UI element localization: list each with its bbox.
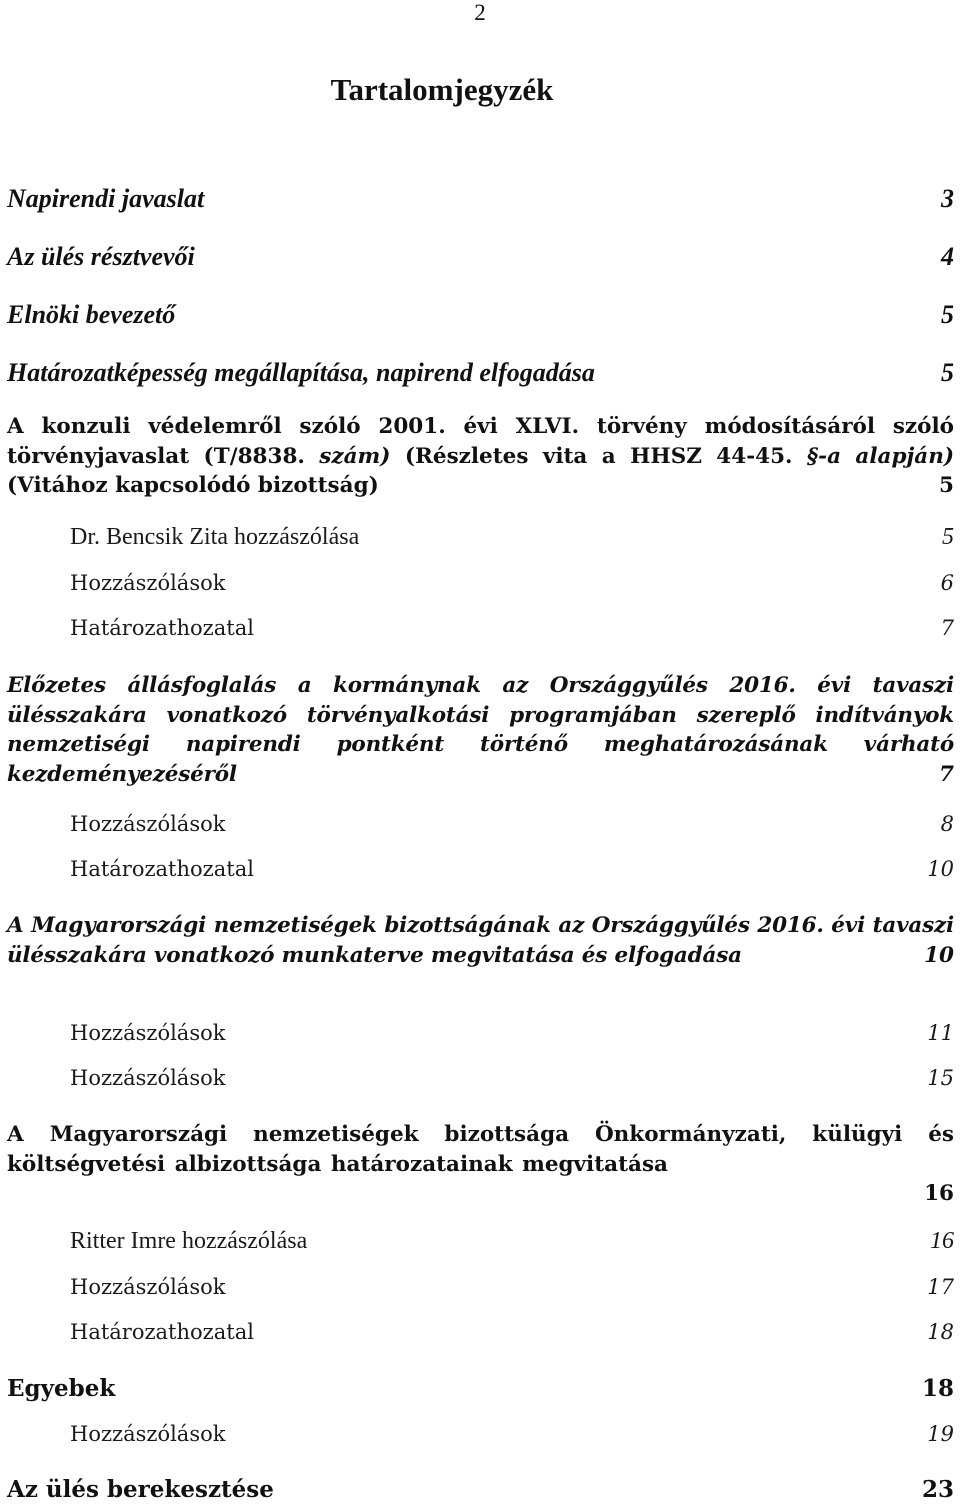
toc-entry[interactable] [7,1374,954,1403]
toc-entry-page: 10 [924,942,954,968]
toc-entry-label: Az ülés berekesztése [7,1476,274,1503]
toc-entry-label: Hozzászólások [70,1066,226,1090]
toc-entry[interactable] [7,1120,954,1209]
toc-entry[interactable] [7,358,954,387]
toc-entry[interactable] [70,855,954,883]
toc-entry[interactable] [7,412,954,501]
toc-entry-page: 15 [927,1066,954,1090]
toc-entry[interactable] [70,1019,954,1047]
toc-entry[interactable] [7,911,954,970]
toc-entry-label: Hozzászólások [70,1422,226,1446]
toc-entry-page: 10 [927,857,954,881]
toc-entry-page: 5 [939,473,954,498]
toc-entry-page: 7 [940,616,954,640]
toc-entry-page: 7 [939,761,954,787]
toc-entry[interactable] [7,1475,954,1504]
toc-entry-page: 4 [941,242,954,271]
toc-entry-label: Elnöki bevezető [7,300,176,329]
toc-entry-page: 8 [940,812,954,836]
toc-entry-label: Határozathozatal [70,1320,254,1344]
toc-entry-label: Ritter Imre hozzászólása [70,1228,308,1254]
toc-entry-label: Egyebek [7,1375,116,1402]
toc-entry[interactable] [70,1273,954,1301]
toc-entry-label: Határozathozatal [70,616,254,640]
toc-entry-label: Hozzászólások [70,1275,226,1299]
toc-entry[interactable] [70,1064,954,1092]
toc-entry-label: Napirendi javaslat [7,184,205,213]
toc-entry-page: 16 [924,1181,954,1206]
toc-entry-label: A Magyarországi nemzetiségek bizottsága Önkormányzati, külügyi és költségvetési albizottsága határozatainak megvitatása [7,1122,954,1177]
toc-entry-label: Határozathozatal [70,857,254,881]
toc-entry-label: Előzetes állásfoglalás a kormánynak az Országgyűlés 2016. évi tavaszi ülésszakára vonatkozó törvényalkotási programjában szereplő indítványok nemzetiségi napirendi pontként történő meghatározásának várható kezdeményezéséről [7,673,954,787]
toc-entry-page: 5 [941,300,954,329]
toc-entry-page: 5 [942,524,954,550]
toc-entry-label: A konzuli védelemről szóló 2001. évi XLVI. törvény módosításáról szóló törvényjavaslat (T/8838. szám) (Részletes vita a HHSZ 44-45. §-a alapján) (Vitához kapcsolódó bizottság) [7,414,954,498]
toc-entry-page: 18 [927,1320,954,1344]
toc-entry-page: 18 [921,1375,954,1402]
toc-entry[interactable] [70,569,954,597]
toc-entry-page: 6 [940,571,954,595]
toc-entry-page: 3 [941,184,954,213]
page-number: 2 [474,0,486,25]
toc-entry-label: Határozatképesség megállapítása, napirend elfogadása [7,358,595,387]
toc-entry-page: 17 [927,1275,954,1299]
toc-entry-page: 11 [927,1021,954,1045]
toc-entry[interactable] [70,1420,954,1448]
toc-entry-page: 16 [930,1228,954,1254]
toc-entry[interactable] [70,1318,954,1346]
toc-entry-label: Dr. Bencsik Zita hozzászólása [70,524,360,550]
toc-entry[interactable] [70,614,954,642]
page-title: Tartalomjegyzék [330,72,554,107]
toc-entry-page: 19 [927,1422,954,1446]
toc-entry[interactable] [7,184,954,213]
toc-entry-label: Hozzászólások [70,812,226,836]
toc-entry[interactable] [7,671,954,789]
toc-entry[interactable] [7,300,954,329]
toc-entry-label: Hozzászólások [70,1021,226,1045]
toc-entry[interactable] [70,1227,954,1255]
toc-entry-page: 5 [941,358,954,387]
toc-entry-page: 23 [921,1476,954,1503]
toc-entry[interactable] [70,810,954,838]
toc-entry[interactable] [70,523,954,551]
toc-entry-label: Az ülés résztvevői [7,242,195,271]
toc-entry-label: Hozzászólások [70,571,226,595]
toc-entry[interactable] [7,242,954,271]
toc-entry-label: A Magyarországi nemzetiségek bizottságának az Országgyűlés 2016. évi tavaszi ülésszakára vonatkozó munkaterve megvitatása és elfogadása [7,913,954,968]
